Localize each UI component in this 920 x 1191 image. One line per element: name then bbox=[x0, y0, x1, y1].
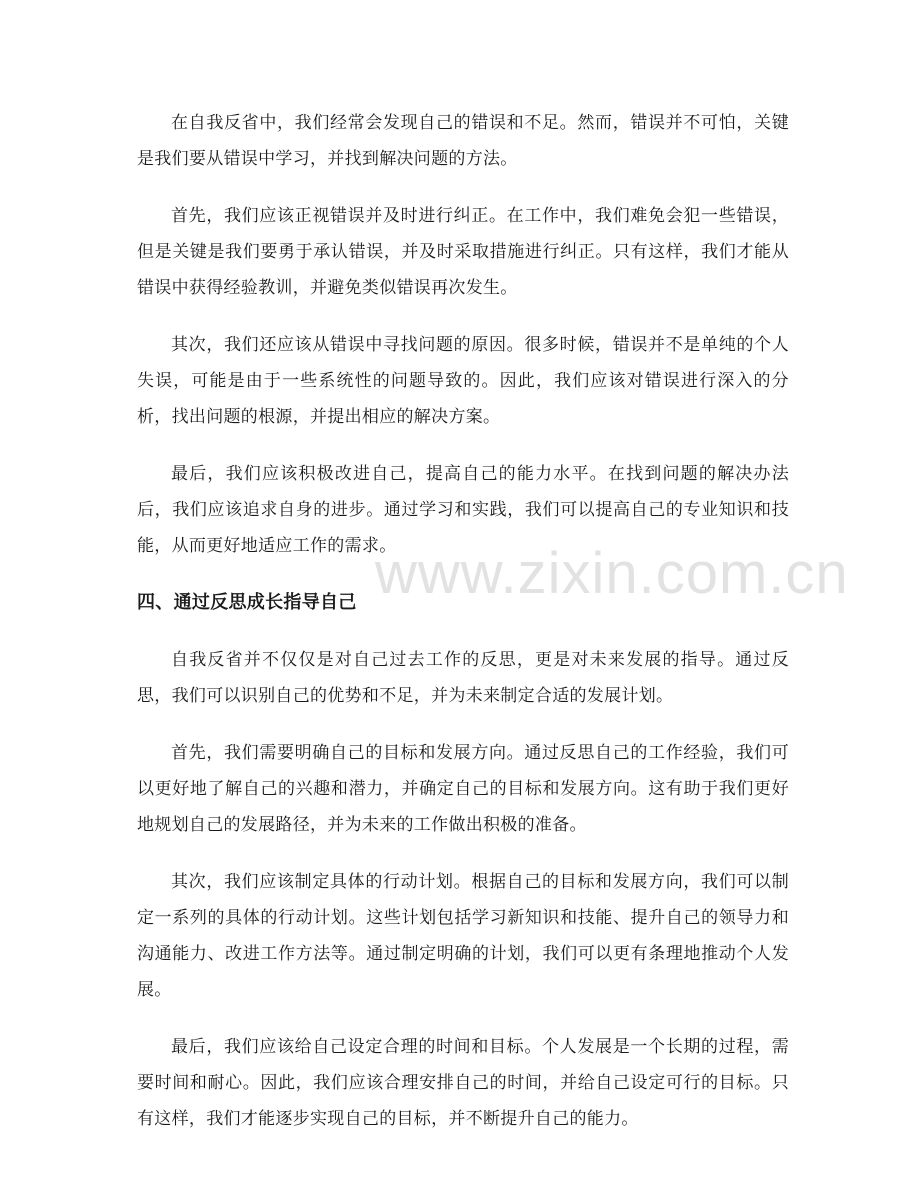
paragraph: 其次，我们还应该从错误中寻找问题的原因。很多时候，错误并不是单纯的个人失误，可能是由于一些系统性的问题导致的。因此，我们应该对错误进行深入的分析，找出问题的根源，并提出相应的解决方案。 bbox=[137, 335, 789, 427]
document-body bbox=[137, 105, 789, 1158]
section-heading: 四、通过反思成长指导自己 bbox=[137, 592, 357, 613]
paragraph: 自我反省并不仅仅是对自己过去工作的反思，更是对未来发展的指导。通过反思，我们可以识别自己的优势和不足，并为未来制定合适的发展计划。 bbox=[137, 650, 789, 706]
paragraph: 最后，我们应该给自己设定合理的时间和目标。个人发展是一个长期的过程，需要时间和耐心。因此，我们应该合理安排自己的时间，并给自己设定可行的目标。只有这样，我们才能逐步实现自己的目标，并不断提升自己的能力。 bbox=[137, 1037, 789, 1129]
paragraph: 在自我反省中，我们经常会发现自己的错误和不足。然而，错误并不可怕，关键是我们要从错误中学习，并找到解决问题的方法。 bbox=[137, 113, 789, 169]
paragraph: 首先，我们应该正视错误并及时进行纠正。在工作中，我们难免会犯一些错误，但是关键是我们要勇于承认错误，并及时采取措施进行纠正。只有这样，我们才能从错误中获得经验教训，并避免类似错误再次发生。 bbox=[137, 206, 789, 298]
watermark: www.zixin.com.cn bbox=[375, 541, 849, 606]
paragraph: 其次，我们应该制定具体的行动计划。根据自己的目标和发展方向，我们可以制定一系列的具体的行动计划。这些计划包括学习新知识和技能、提升自己的领导力和沟通能力、改进工作方法等。通过制定明确的计划，我们可以更有条理地推动个人发展。 bbox=[137, 872, 789, 1000]
paragraph: 最后，我们应该积极改进自己，提高自己的能力水平。在找到问题的解决办法后，我们应该追求自身的进步。通过学习和实践，我们可以提高自己的专业知识和技能，从而更好地适应工作的需求。 bbox=[137, 464, 789, 556]
paragraph: 首先，我们需要明确自己的目标和发展方向。通过反思自己的工作经验，我们可以更好地了解自己的兴趣和潜力，并确定自己的目标和发展方向。这有助于我们更好地规划自己的发展路径，并为未来的工作做出积极的准备。 bbox=[137, 743, 789, 835]
